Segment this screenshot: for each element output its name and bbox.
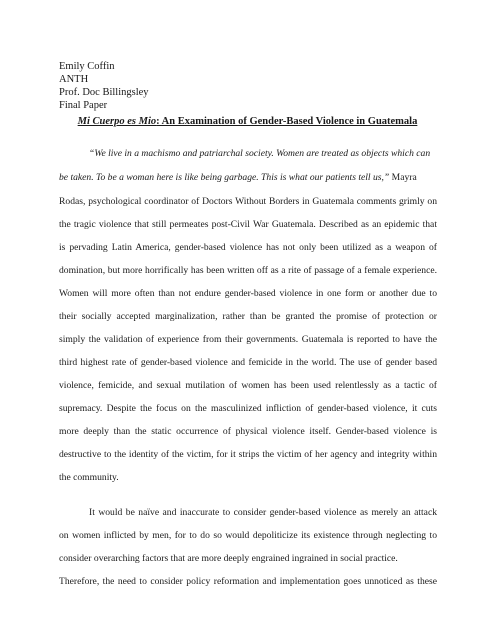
- paragraph1-line: domination, but more horrifically has been written off as a rite of passage of a female experience.: [59, 265, 437, 276]
- paragraph1-line: violence, femicide, and sexual mutilation of women has been used relentlessly as a tactic of: [59, 380, 437, 391]
- paragraph1-line: their socially accepted marginalization, rather than be granted the promise of protection or: [59, 311, 437, 322]
- quote-line2-tail: Mayra: [389, 172, 417, 183]
- paragraph1-quote-line1: “We live in a machismo and patriarchal society. Women are treated as objects which can: [89, 148, 431, 159]
- quote-line2-italic: be taken. To be a woman here is like being garbage. This is what our patients tell us,”: [59, 172, 390, 183]
- title-rest: : An Examination of Gender-Based Violence in Guatemala: [156, 116, 418, 127]
- title-italic-part: Mi Cuerpo es Mio: [77, 116, 157, 127]
- course-name: ANTH: [59, 74, 89, 85]
- paragraph2-line: Therefore, the need to consider policy reformation and implementation goes unnoticed as these: [59, 576, 437, 587]
- paragraph1-line: third highest rate of gender-based violence and femicide in the world. The use of gender based: [59, 357, 437, 368]
- paper-header: [59, 60, 149, 112]
- paragraph1-line: Rodas, psychological coordinator of Doctors Without Borders in Guatemala comments grimly on: [59, 196, 437, 207]
- paragraph2-line: consider overarching factors that are more deeply engrained ingrained in social practice.: [59, 553, 398, 564]
- paragraph1-last-line: the community.: [59, 472, 119, 483]
- paragraph1-line: destructive to the identity of the victim, for it strips the victim of her agency and integrity within: [59, 449, 437, 460]
- paragraph1-line: the tragic violence that still permeates post-Civil War Guatemala. Described as an epidemic that: [59, 219, 437, 230]
- paragraph2-line: on women inflicted by men, for to do so would depoliticize its existence through neglecting to: [59, 530, 437, 541]
- paragraph1-line: supremacy. Despite the focus on the masculinized infliction of gender-based violence, it cuts: [59, 403, 437, 414]
- paragraph2-first-line: It would be naïve and inaccurate to consider gender-based violence as merely an attack: [89, 507, 437, 518]
- professor-name: Prof. Doc Billingsley: [59, 87, 149, 98]
- assignment-name: Final Paper: [59, 100, 108, 111]
- paragraph1-quote-line2: [59, 172, 417, 184]
- paragraph1-line: is pervading Latin America, gender-based violence has not only been utilized as a weapon of: [59, 242, 437, 253]
- paragraph1-line: simply the validation of experience from their governments. Guatemala is reported to have the: [59, 334, 437, 345]
- paper-title: [0, 116, 495, 127]
- paragraph1-line: Women will more often than not endure gender-based violence in one form or another due to: [59, 288, 437, 299]
- author-name: Emily Coffin: [59, 61, 115, 72]
- paragraph1-line: more deeply than the static occurrence of physical violence itself. Gender-based violence is: [59, 426, 437, 437]
